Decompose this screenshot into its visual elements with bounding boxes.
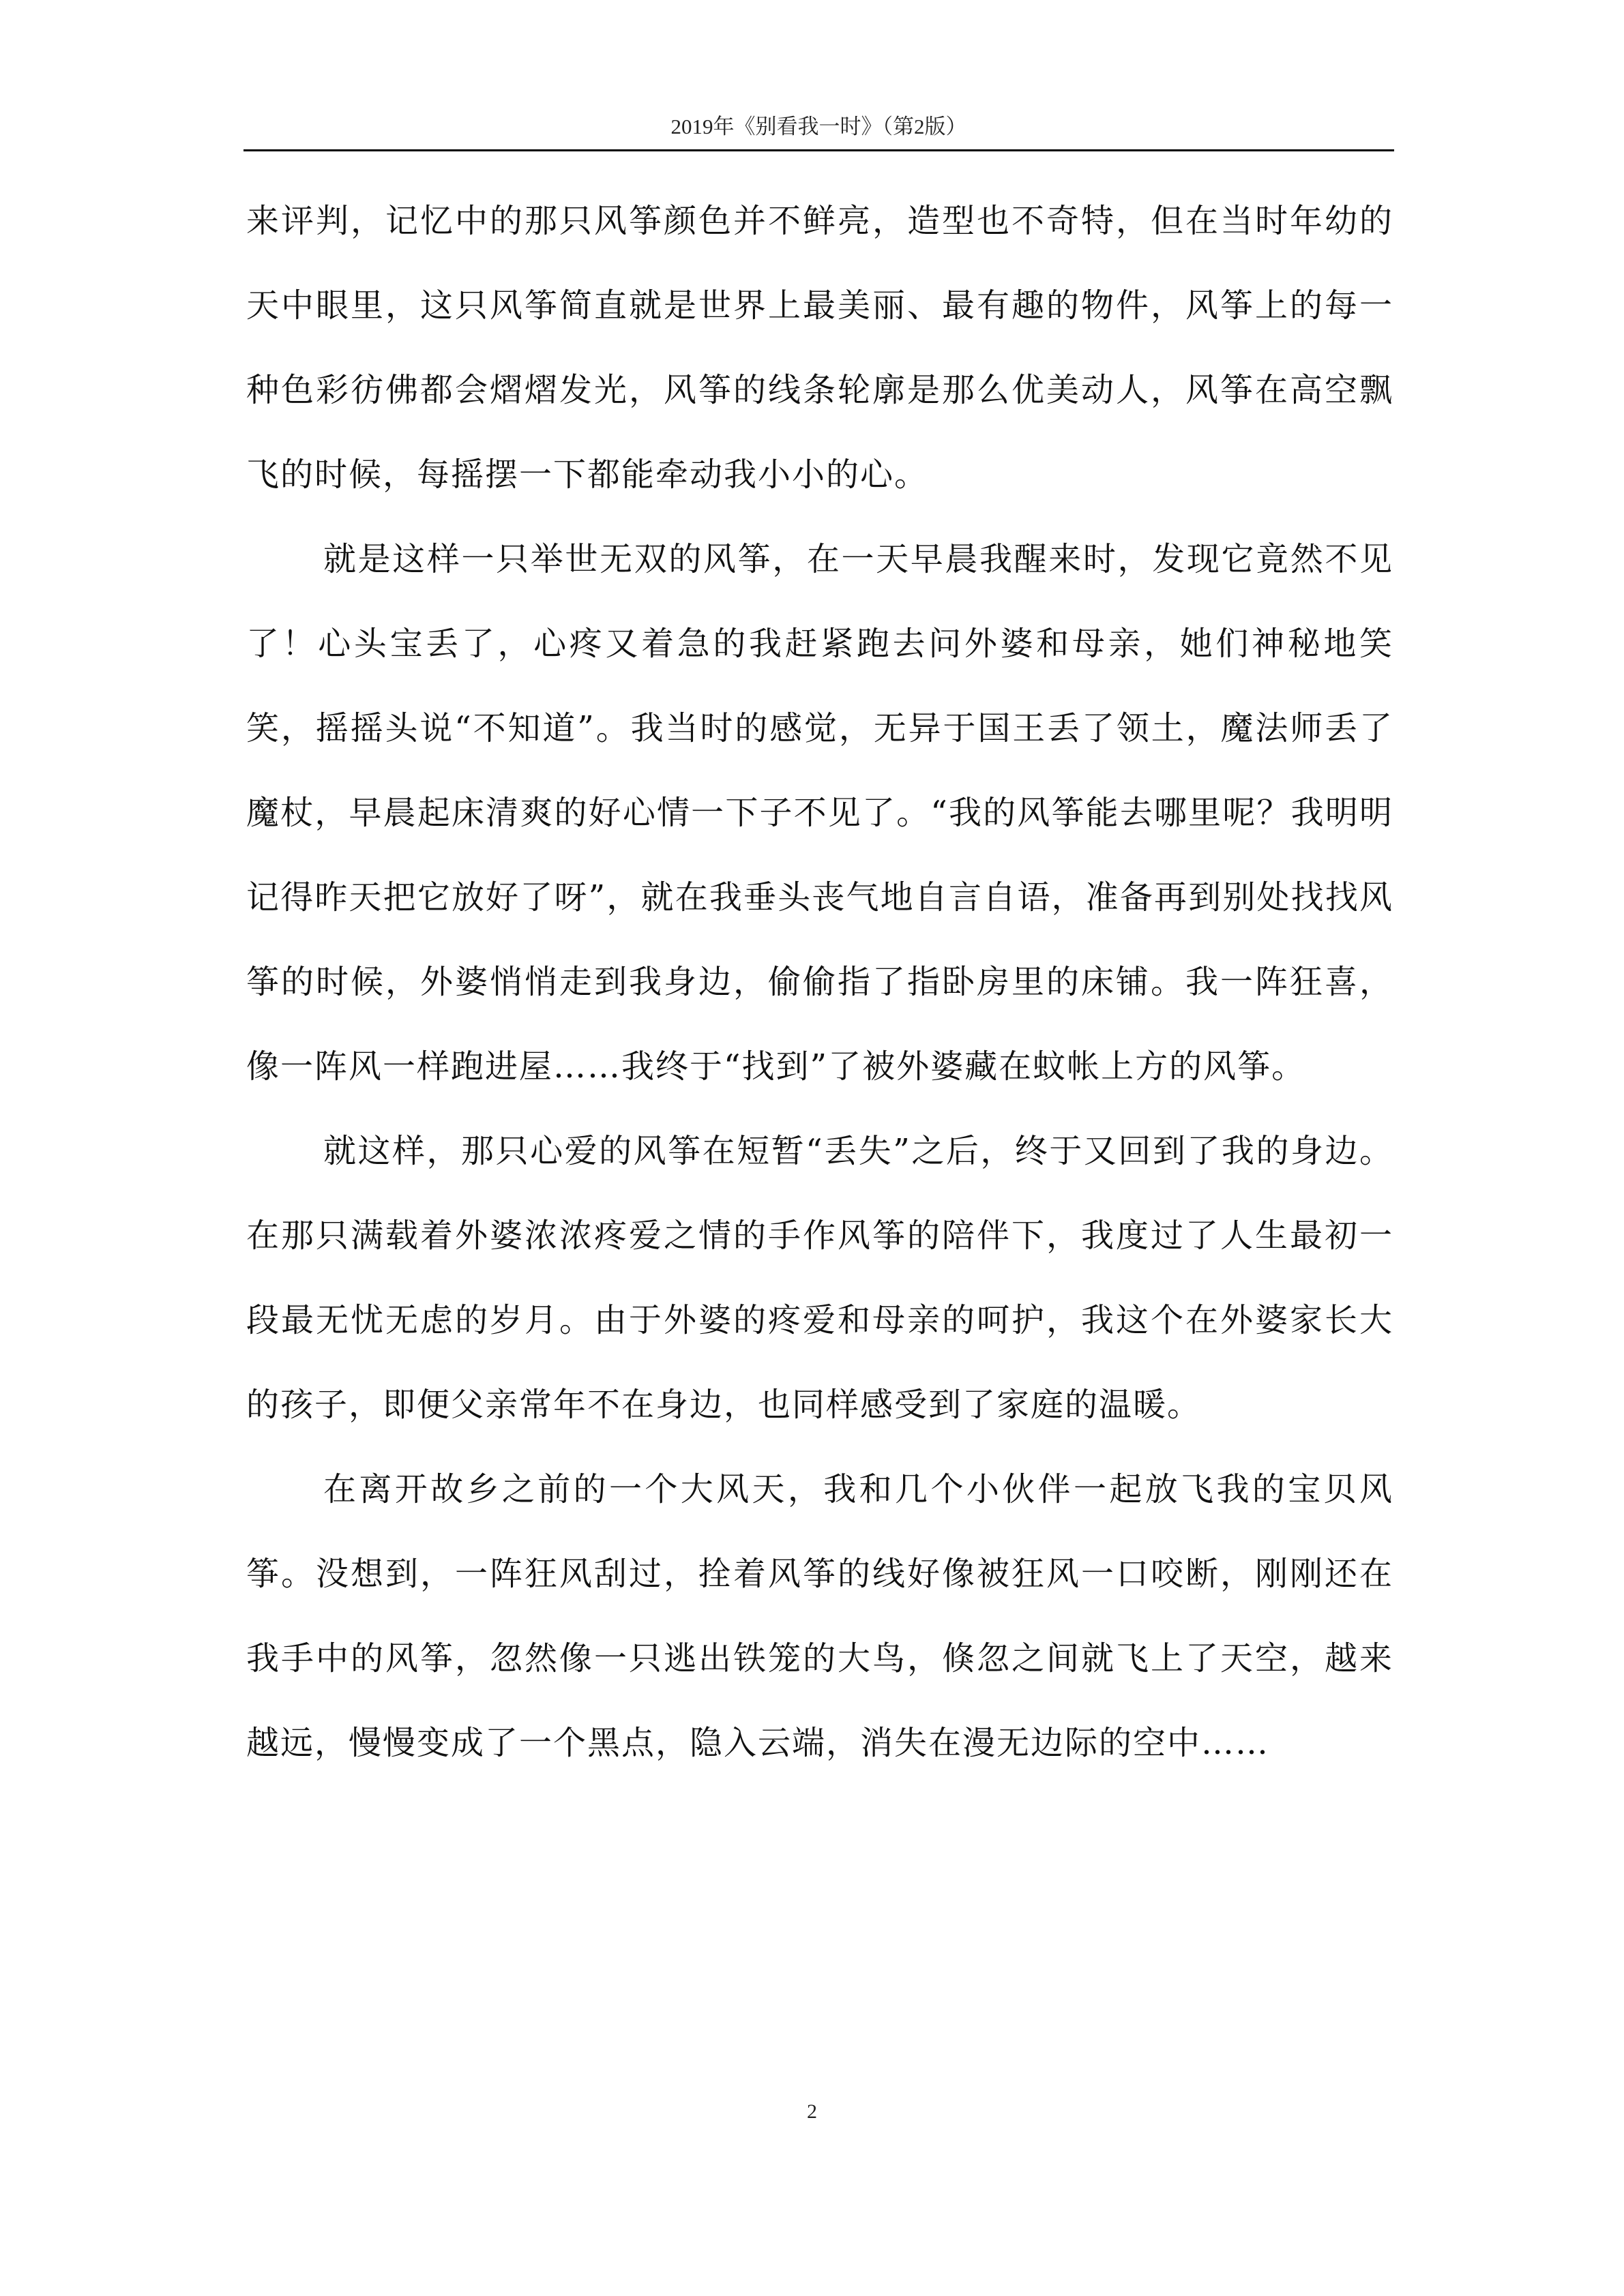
paragraph-missing-kite: 就是这样一只举世无双的风筝，在一天早晨我醒来时，发现它竟然不见了！心头宝丢了，心疼又着急的我赶紧跑去问外婆和母亲，她们神秘地笑笑，摇摇头说“不知道”。我当时的感觉，无异于国王丢了领土，魔法师丢了魔杖，早晨起床清爽的好心情一下子不见了。“我的风筝能去哪里呢？我明明记得昨天把它放好了呀”，就在我垂头丧气地自言自语，准备再到别处找找风筝的时候，外婆悄悄走到我身边，偷偷指了指卧房里的床铺。我一阵狂喜，像一阵风一样跑进屋……我终于“找到”了被外婆藏在蚊帐上方的风筝。 (246, 540, 1393, 1086)
page-body (246, 179, 1393, 1785)
header-rule (243, 149, 1394, 151)
running-header: 2019年《别看我一时》（第2版） (670, 115, 967, 138)
paragraph-continued: 来评判，记忆中的那只风筝颜色并不鲜亮，造型也不奇特，但在当时年幼的天中眼里，这只风筝简直就是世界上最美丽、最有趣的物件，风筝上的每一种色彩彷佛都会熠熠发光，风筝的线条轮廓是那么优美动人，风筝在高空飘飞的时候，每摇摆一下都能牵动我小小的心。 (246, 202, 1393, 494)
paragraph-kite-returned: 就这样，那只心爱的风筝在短暂“丢失”之后，终于又回到了我的身边。在那只满载着外婆浓浓疼爱之情的手作风筝的陪伴下，我度过了人生最初一段最无忧无虑的岁月。由于外婆的疼爱和母亲的呵护，我这个在外婆家长大的孩子，即便父亲常年不在身边，也同样感受到了家庭的温暖。 (246, 1132, 1393, 1424)
page-number: 2 (807, 2100, 817, 2123)
paragraph-kite-lost: 在离开故乡之前的一个大风天，我和几个小伙伴一起放飞我的宝贝风筝。没想到，一阵狂风刮过，拴着风筝的线好像被狂风一口咬断，刚刚还在我手中的风筝，忽然像一只逃出铁笼的大鸟，倏忽之间就飞上了天空，越来越远，慢慢变成了一个黑点，隐入云端，消失在漫无边际的空中…… (246, 1470, 1393, 1762)
